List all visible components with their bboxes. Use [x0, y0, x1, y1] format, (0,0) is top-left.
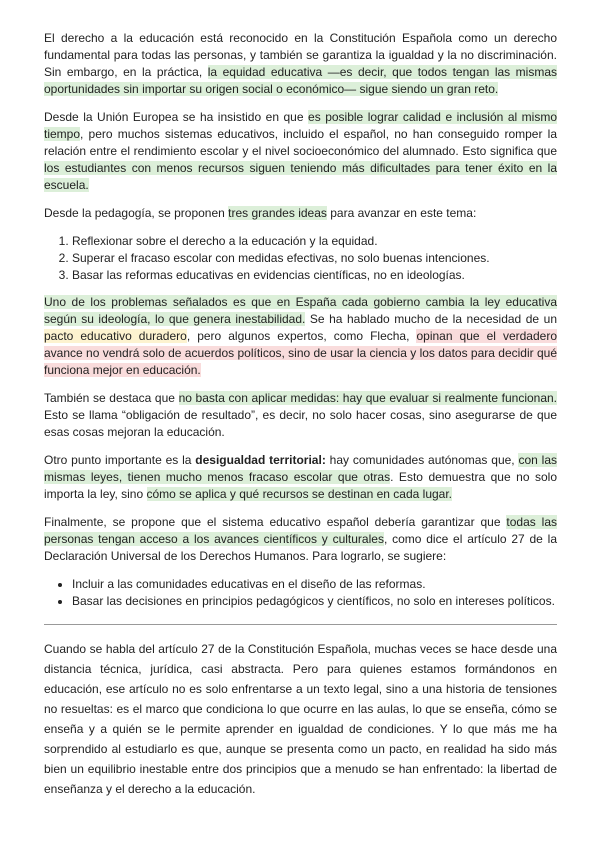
text: El derecho a la educación está reconocido en la Constitución Española como un derecho fundamental para todas las personas, y también se garantiza la igualdad y la no discriminación. Sin embargo, en la práctica,	[44, 31, 557, 79]
list-item: • Basar las decisiones en principios pedagógicos y científicos, no solo en intereses políticos.	[72, 593, 557, 610]
highlight: todas las personas tengan acceso a los avances científicos y culturales	[44, 515, 557, 546]
paragraph-7	[44, 514, 557, 565]
text: . Esto demuestra que no solo importa la ley, sino	[44, 470, 558, 501]
text: , pero muchos sistemas educativos, incluido el español, no han conseguido romper la relación entre el rendimiento escolar y el nivel socioeconómico del alumnado. Esto significa que	[44, 127, 557, 158]
text: , como dice el artículo 27 de la Declaración Universal de los Derechos Humanos. Para lograrlo, se sugiere:	[44, 532, 557, 563]
list-item: • Incluir a las comunidades educativas en el diseño de las reformas.	[72, 576, 557, 593]
list-item: 2. Superar el fracaso escolar con medidas efectivas, no solo buenas intenciones.	[72, 250, 557, 267]
text: hay comunidades autónomas que,	[325, 453, 519, 467]
essay-paragraph: Cuando se habla del artículo 27 de la Constitución Española, muchas veces se hace desde una distancia técnica, jurídica, casi abstracta. Pero para quienes estamos formándonos en educación, ese artículo no es solo enfrentarse a un texto legal, sino a una historia de tensiones no resueltas: es el marco que condiciona lo que ocurre en las aulas, lo que se enseña, cómo se enseña y a quién se le permite aprender en igualdad de condiciones. Y lo que más me ha sorprendido al estudiarlo es que, aunque se presenta como un pacto, en realidad ha sido más bien un equilibrio inestable entre dos principios que a menudo se han enfrentado: la libertad de enseñanza y el derecho a la educación.	[44, 642, 557, 796]
highlight: Uno de los problemas señalados es que en España cada gobierno cambia la ley educativa según su ideología, lo que genera inestabilidad.	[44, 295, 557, 326]
paragraph-2	[44, 109, 557, 194]
highlight: la equidad educativa —es decir, que todos tengan las mismas oportunidades sin importar su origen social o económico— sigue siendo un gran reto.	[44, 65, 558, 96]
paragraph-5	[44, 390, 557, 441]
text: Esto se llama “obligación de resultado”, es decir, no solo hacer cosas, sino asegurarse de que esas cosas mejoran la educación.	[44, 408, 557, 439]
highlight: pacto educativo duradero	[44, 329, 187, 343]
paragraph-1	[44, 30, 557, 98]
highlight: con las mismas leyes, tienen mucho menos fracaso escolar que otras	[44, 453, 557, 484]
text: para avanzar en este tema:	[326, 206, 477, 220]
highlight: es posible lograr calidad e inclusión al mismo tiempo	[44, 110, 557, 141]
text: Otro punto importante es la	[44, 453, 196, 467]
list-item: 1. Reflexionar sobre el derecho a la educación y la equidad.	[72, 233, 557, 250]
text: Finalmente, se propone que el sistema educativo español debería garantizar que	[44, 515, 507, 529]
text: Desde la pedagogía, se proponen	[44, 206, 229, 220]
text: También se destaca que	[44, 391, 179, 405]
paragraph-4	[44, 294, 557, 379]
text: Se ha hablado mucho de la necesidad de un	[305, 312, 557, 326]
paragraph-3	[44, 205, 557, 222]
highlight: los estudiantes con menos recursos siguen teniendo más dificultades para tener éxito en la escuela.	[44, 161, 557, 192]
highlight: tres grandes ideas	[228, 206, 327, 220]
suggestions-list	[44, 576, 557, 610]
text: Desde la Unión Europea se ha insistido en que	[44, 110, 309, 124]
highlight: no basta con aplicar medidas: hay que evaluar si realmente funcionan.	[178, 391, 558, 405]
document-page	[44, 30, 557, 799]
ideas-list	[44, 233, 557, 284]
bold-term: desigualdad territorial:	[195, 453, 326, 467]
highlight: opinan que el verdadero avance no vendrá solo de acuerdos políticos, sino de usar la ciencia y los datos para decidir qué funciona mejor en educación.	[44, 329, 557, 377]
divider	[44, 624, 557, 625]
list-item: 3. Basar las reformas educativas en evidencias científicas, no en ideologías.	[72, 267, 557, 284]
highlight: cómo se aplica y qué recursos se destinan en cada lugar.	[146, 487, 453, 501]
paragraph-6	[44, 452, 557, 503]
text: , pero algunos expertos, como Flecha,	[186, 329, 417, 343]
